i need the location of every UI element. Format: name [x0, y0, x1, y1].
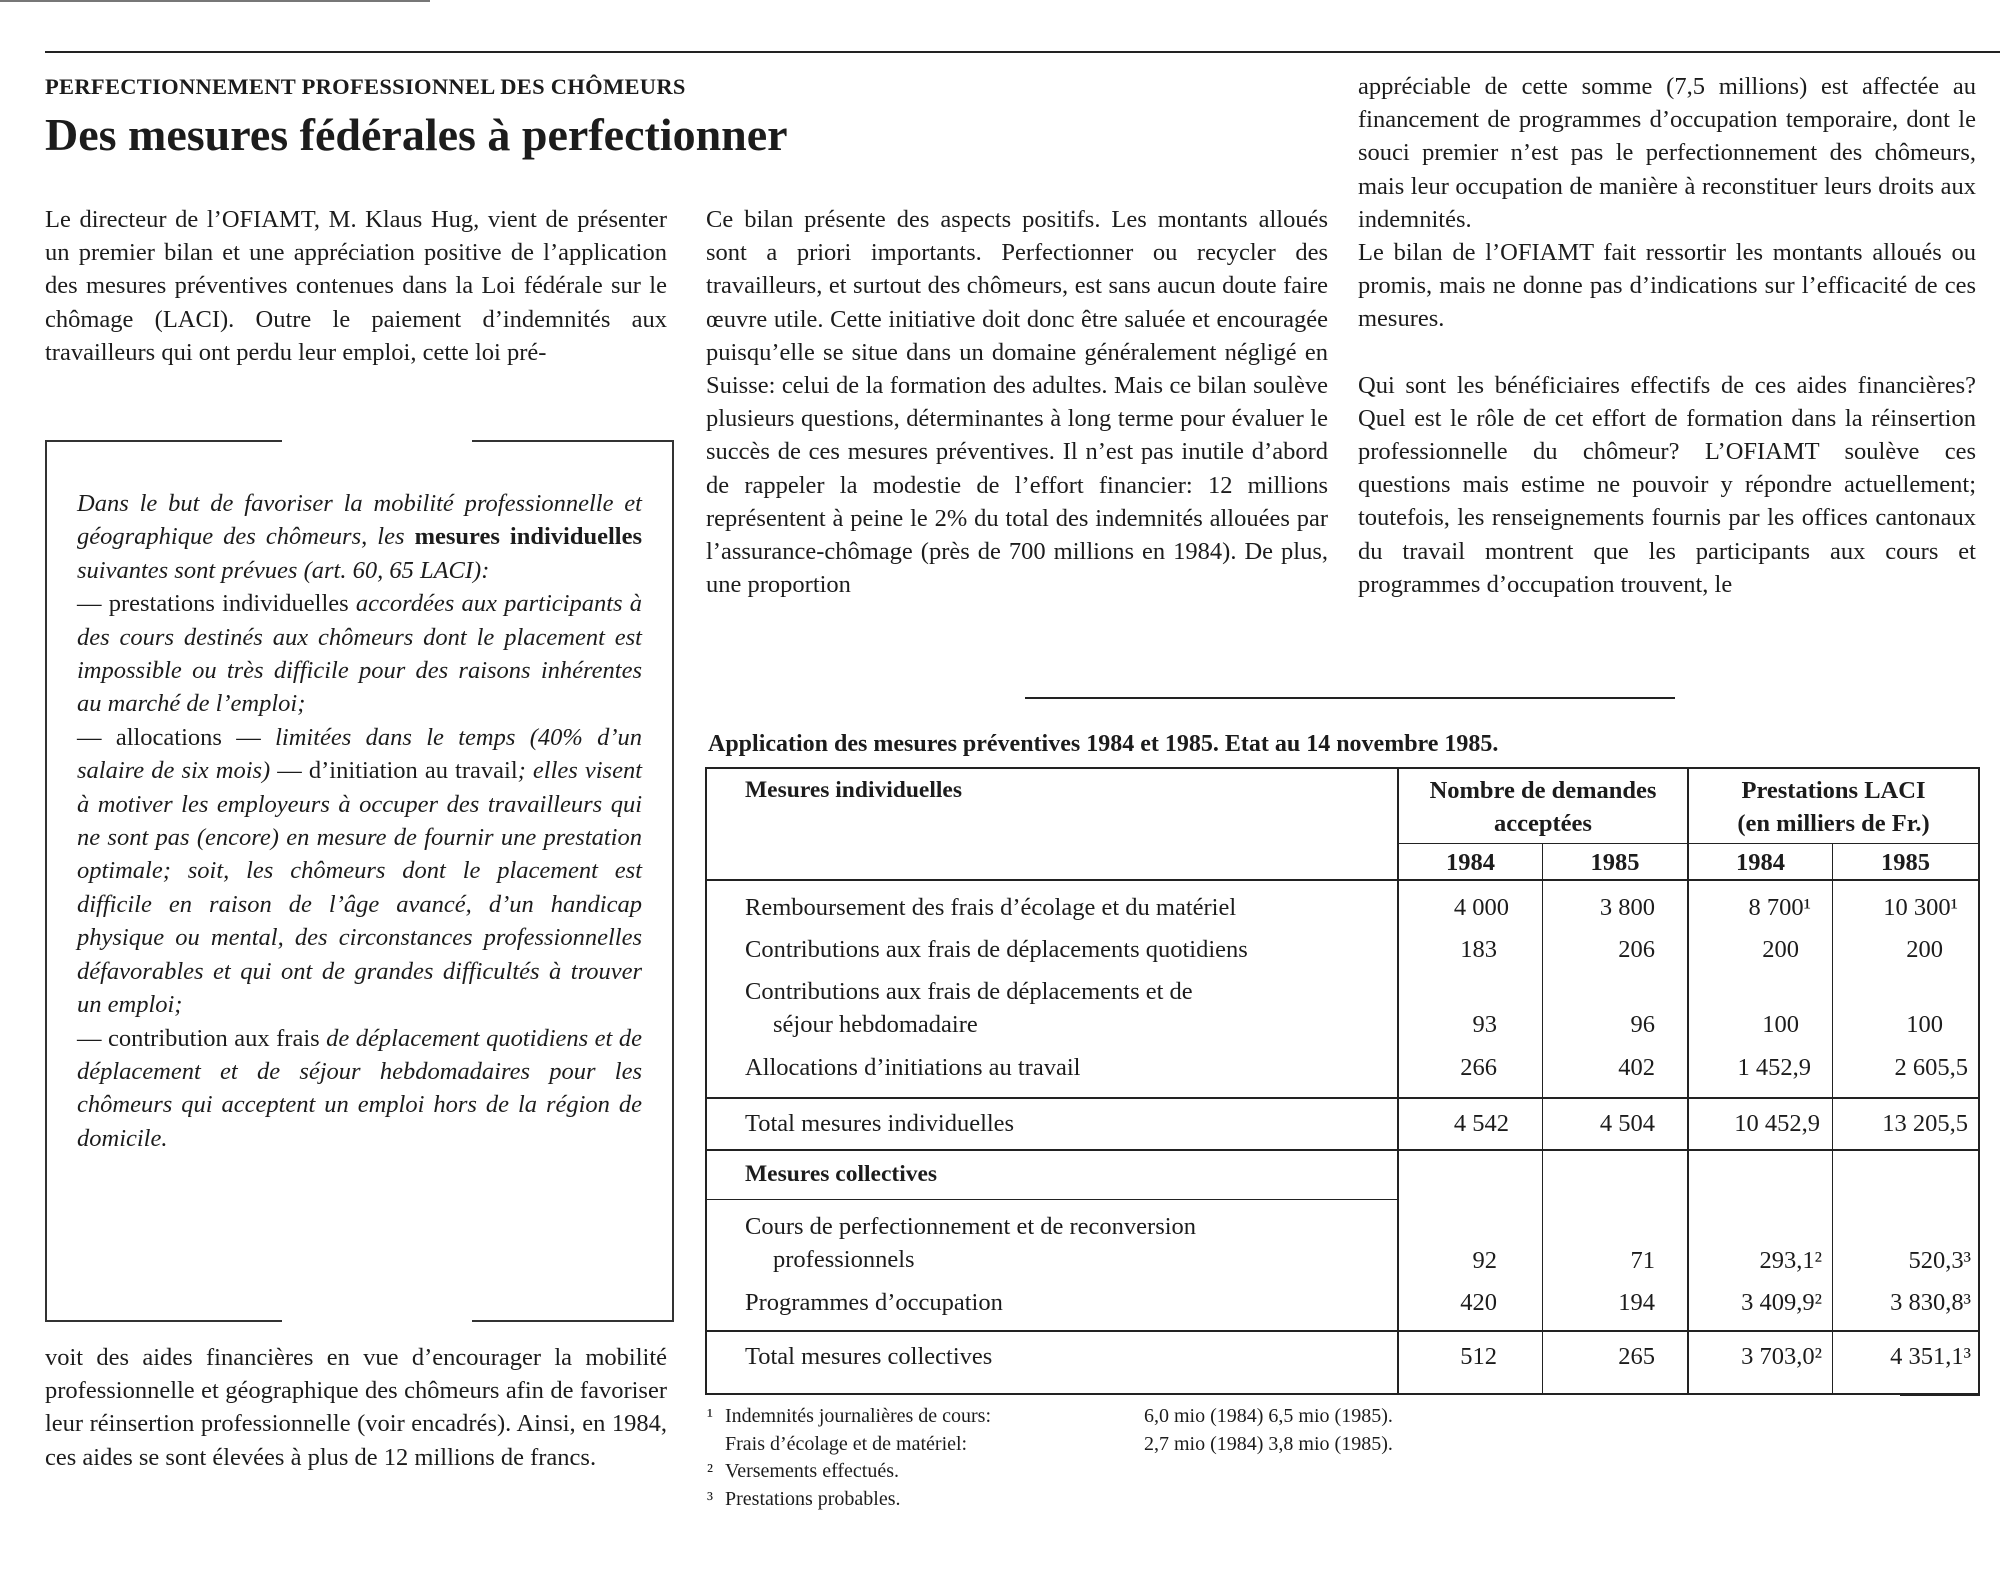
article-column-1-bottom	[45, 1341, 667, 1474]
paragraph: Le directeur de l’OFIAMT, M. Klaus Hug, vient de présenter un premier bilan et une appréciation positive de l’application des mesures préventives contenues dans la Loi fédérale sur le chômage (LACI). Outre le paiement d’indemnités aux travailleurs qui ont perdu leur emploi, cette loi pré-	[45, 206, 667, 366]
box-border-gap	[282, 1317, 472, 1323]
cell-value: 3 703,0²	[1741, 1343, 1822, 1370]
cell-value: 293,1²	[1759, 1247, 1822, 1274]
footnote-mark: ²	[707, 1460, 713, 1482]
row-divider	[705, 879, 1980, 881]
header-demandes-line: acceptées	[1494, 810, 1592, 837]
info-box-text	[77, 487, 642, 1155]
top-edge-rule	[0, 0, 430, 2]
cell-value: 100	[1906, 1011, 1943, 1038]
cell-value: 4 542	[1453, 1110, 1509, 1137]
cell-value: 92	[1472, 1247, 1497, 1274]
paragraph: appréciable de cette somme (7,5 millions) est affectée au financement de programmes d’occupation temporaire, dont le souci premier n’est pas le perfectionnement des chômeurs, mais leur occupation de manière à reconstituer leurs droits aux indemnités.	[1358, 73, 1976, 233]
footnote-mark: ³	[707, 1487, 713, 1510]
year-header: 1985	[1881, 849, 1930, 876]
year-header: 1985	[1590, 849, 1640, 876]
paragraph: Le bilan de l’OFIAMT fait ressortir les montants alloués ou promis, mais ne donne pas d’indications sur l’efficacité de ces mesures.	[1358, 239, 1976, 333]
cell-value: 2 605,5	[1894, 1054, 1968, 1081]
cell-value: 3 409,9²	[1741, 1289, 1822, 1316]
row-label	[745, 1210, 1196, 1276]
table-border	[1978, 767, 1980, 1395]
total-label: Total mesures individuelles	[745, 1110, 1015, 1137]
header-prestations-line: Prestations LACI	[1741, 777, 1926, 804]
total-label: Total mesures collectives	[745, 1343, 993, 1370]
table-border	[705, 1393, 1980, 1395]
row-divider	[1900, 1393, 1980, 1396]
article-column-1-top	[45, 203, 667, 369]
cell-value: 3 830,8³	[1890, 1289, 1971, 1316]
cell-value: 420	[1460, 1289, 1497, 1316]
cell-value: 4 504	[1599, 1110, 1655, 1137]
cell-value: 266	[1460, 1054, 1497, 1081]
row-label: Programmes d’occupation	[745, 1289, 1003, 1316]
header-rule	[45, 51, 2000, 53]
cell-value: 402	[1618, 1054, 1655, 1081]
cell-value: 13 205,5	[1882, 1110, 1968, 1137]
table-border	[705, 767, 1980, 769]
info-box-item: — allocations — limitées dans le temps (40% d’un salaire de six mois) — d’initiation au travail; elles visent à motiver les employeurs à occuper des travailleurs qui ne sont pas (encore) en mesure de fournir une prestation optimale; soit, les chômeurs dont le placement est difficile en raison de l’âge avancé, d’un handicap physique ou mental, des circonstances professionnelles défavorables et qui ont de grandes difficultés à trouver un emploi;	[77, 723, 643, 1019]
cell-value: 1 452,9	[1737, 1054, 1811, 1081]
cell-value: 10 300¹	[1883, 894, 1958, 921]
row-divider	[705, 1149, 1980, 1151]
footnote-value: 6,0 mio (1984) 6,5 mio (1985).	[1144, 1405, 1393, 1427]
cell-value: 512	[1460, 1343, 1497, 1370]
cell-value: 206	[1618, 936, 1655, 963]
row-label-line: séjour hebdomadaire	[773, 1011, 978, 1038]
cell-value: 96	[1630, 1011, 1655, 1038]
info-box-item: — contribution aux frais de déplacement quotidiens et de déplacement et de séjour hebdomadaires pour les chômeurs qui acceptent un emploi hors de la région de domicile.	[77, 1024, 642, 1152]
row-divider	[705, 1097, 1980, 1099]
section-header: Mesures collectives	[745, 1161, 938, 1187]
header-demandes	[1399, 774, 1687, 840]
footnote-label: Versements effectués.	[725, 1460, 900, 1482]
cell-value: 71	[1630, 1247, 1655, 1274]
paragraph: Qui sont les bénéficiaires effectifs de ces aides financières? Quel est le rôle de cet effort de formation dans la réinsertion professionnelle du chômeur? L’OFIAMT soulève ces questions mais estime ne pouvoir y répondre actuellement; toutefois, les renseignements fournis par les offices cantonaux du travail montrent que les participants aux cours et programmes d’occupation trouvent, le	[1358, 371, 1976, 598]
article-column-3	[1358, 70, 1976, 601]
cell-value: 3 800	[1599, 894, 1655, 921]
row-divider	[705, 1199, 1397, 1200]
cell-value: 200	[1906, 936, 1943, 963]
row-label-line: professionnels	[773, 1246, 915, 1273]
table-rule	[1025, 697, 1675, 699]
cell-value: 200	[1762, 936, 1799, 963]
footnote-label: Indemnités journalières de cours:	[725, 1405, 992, 1427]
footnote-mark: ¹	[707, 1405, 713, 1427]
data-table	[705, 767, 1980, 1395]
header-prestations-line: (en milliers de Fr.)	[1737, 810, 1930, 837]
header-measures: Mesures individuelles	[745, 777, 962, 803]
year-header: 1984	[1446, 849, 1495, 876]
row-label	[745, 975, 1193, 1041]
article-column-2	[706, 203, 1328, 601]
cell-value: 520,3³	[1908, 1247, 1971, 1274]
info-box-item: — prestations individuelles accordées aux participants à des cours destinés aux chômeurs dont le placement est impossible ou très difficile pour des raisons inhérentes au marché de l’emploi;	[77, 590, 643, 718]
cell-value: 183	[1460, 936, 1497, 963]
footnote-label: Prestations probables.	[725, 1487, 901, 1510]
headline: Des mesures fédérales à perfectionner	[45, 109, 788, 160]
cell-value: 4 351,1³	[1890, 1343, 1971, 1370]
cell-value: 265	[1618, 1343, 1655, 1370]
cell-value: 4 000	[1453, 894, 1509, 921]
table-caption: Application des mesures préventives 1984 et 1985. Etat au 14 novembre 1985.	[708, 731, 1499, 757]
row-divider	[705, 1330, 1980, 1332]
info-box	[45, 440, 674, 1322]
row-label-line: Contributions aux frais de déplacements et de	[745, 978, 1193, 1005]
kicker: PERFECTIONNEMENT PROFESSIONNEL DES CHÔMEURS	[45, 74, 686, 99]
info-box-intro: Dans le but de favoriser la mobilité professionnelle et géographique des chômeurs, les mesures individuelles suivantes sont prévues (art. 60, 65 LACI):	[77, 490, 642, 584]
row-label: Remboursement des frais d’écolage et du matériel	[745, 894, 1237, 921]
box-border-gap	[282, 439, 472, 445]
table-border	[705, 767, 707, 1395]
header-demandes-line: Nombre de demandes	[1429, 777, 1657, 804]
cell-value: 100	[1762, 1011, 1799, 1038]
footnote-value: 2,7 mio (1984) 3,8 mio (1985).	[1144, 1432, 1393, 1455]
cell-value: 8 700¹	[1748, 894, 1811, 921]
cell-value: 194	[1618, 1289, 1655, 1316]
row-divider	[1397, 843, 1980, 844]
year-header: 1984	[1736, 849, 1785, 876]
paragraph: Ce bilan présente des aspects positifs. Les montants alloués sont a priori importants. Perfectionner ou recycler des travailleurs, et surtout des chômeurs, est sans aucun doute faire œuvre utile. Cette initiative doit donc être saluée et encouragée puisqu’elle se situe dans un domaine généralement négligé en Suisse: celui de la formation des adultes. Mais ce bilan soulève plusieurs questions, déterminantes à long terme pour évaluer le succès de ces mesures préventives. Il n’est pas inutile d’abord de rappeler la modestie de l’effort financier: 12 millions représentent à peine le 2% du total des indemnités allouées par l’assurance-chômage (près de 700 millions en 1984). De plus, une proportion	[706, 206, 1328, 599]
cell-value: 93	[1472, 1011, 1497, 1038]
row-label-line: Cours de perfectionnement et de reconversion	[745, 1213, 1197, 1240]
paragraph: voit des aides financières en vue d’encourager la mobilité professionnelle et géographique des chômeurs afin de favoriser leur réinsertion professionnelle (voir encadrés). Ainsi, en 1984, ces aides se sont élevées à plus de 12 millions de francs.	[45, 1344, 667, 1471]
cell-value: 10 452,9	[1734, 1110, 1820, 1137]
footnote-label: Frais d’écolage et de matériel:	[725, 1432, 968, 1455]
header-prestations	[1689, 774, 1978, 840]
row-label: Contributions aux frais de déplacements quotidiens	[745, 936, 1248, 963]
row-label: Allocations d’initiations au travail	[745, 1054, 1081, 1081]
